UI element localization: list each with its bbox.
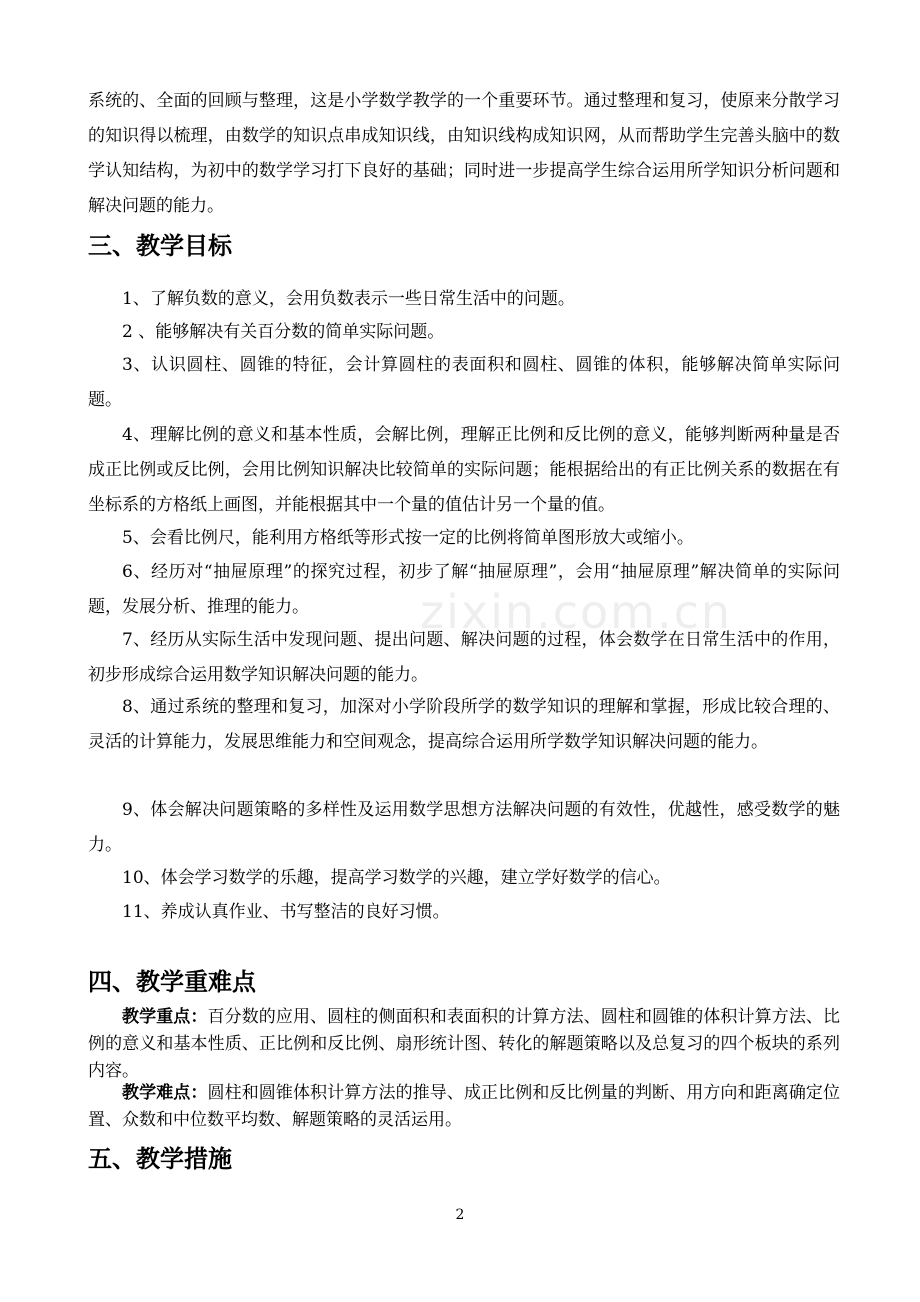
difficult-points-text: 圆柱和圆锥体积计算方法的推导、成正比例和反比例量的判断、用方向和距离确定位置、众数和中位数平均数、解题策略的灵活运用。 [88,1083,841,1130]
section-4-heading: 四、教学重难点 [88,968,256,996]
goal-item-8: 8、通过系统的整理和复习，加深对小学阶段所学的数学知识的理解和掌握，形成比较合理的、灵活的计算能力，发展思维能力和空间观念，提高综合运用所学数学知识解决问题的能力。 [88,697,840,752]
goal-item-6: 6、经历对“抽屉原理”的探究过程，初步了解“抽屉原理”，会用“抽屉原理”解决简单的实际问题，发展分析、推理的能力。 [88,562,840,617]
key-points-text: 百分数的应用、圆柱的侧面积和表面积的计算方法、圆柱和圆锥的体积计算方法、比例的意义和基本性质、正比例和反比例、扇形统计图、转化的解题策略以及总复习的四个板块的系列内容。 [88,1007,841,1081]
goal-item-7: 7、经历从实际生活中发现问题、提出问题、解决问题的过程，体会数学在日常生活中的作用，初步形成综合运用数学知识解决问题的能力。 [88,630,840,685]
goal-item-9: 9、体会解决问题策略的多样性及运用数学思想方法解决问题的有效性，优越性，感受数学的魅力。 [88,800,840,855]
difficult-points-label: 教学难点： [122,1083,208,1103]
key-points-paragraph [88,1004,840,1085]
key-points-label: 教学重点： [122,1007,208,1027]
intro-paragraph: 系统的、全面的回顾与整理，这是小学数学教学的一个重要环节。通过整理和复习，使原来分散学习的知识得以梳理，由数学的知识点串成知识线，由知识线构成知识网，从而帮助学生完善头脑中的数学认知结构，为初中的数学学习打下良好的基础；同时进一步提高学生综合运用所学知识分析问题和解决问题的能力。 [88,91,840,216]
goal-item-2: 2 、能够解决有关百分数的简单实际问题。 [122,322,445,342]
section-5-heading: 五、教学措施 [88,1145,232,1173]
section-3-heading: 三、教学目标 [88,232,232,260]
goal-item-1: 1、了解负数的意义，会用负数表示一些日常生活中的问题。 [122,289,575,309]
goal-item-4: 4、理解比例的意义和基本性质，会解比例，理解正比例和反比例的意义，能够判断两种量是否成正比例或反比例，会用比例知识解决比较简单的实际问题；能根据给出的有正比例关系的数据在有坐标系的方格纸上画图，并能根据其中一个量的值估计另一个量的值。 [88,425,840,515]
goal-item-5: 5、会看比例尺，能利用方格纸等形式按一定的比例将简单图形放大或缩小。 [122,528,694,548]
goal-item-3: 3、认识圆柱、圆锥的特征，会计算圆柱的表面积和圆柱、圆锥的体积，能够解决简单实际问题。 [88,355,840,410]
goal-item-10: 10、体会学习数学的乐趣，提高学习数学的兴趣，建立学好数学的信心。 [122,868,671,888]
goal-item-11: 11、养成认真作业、书写整洁的良好习惯。 [122,902,450,922]
difficult-points-paragraph [88,1080,840,1134]
watermark: zixin.com.cn [420,585,733,639]
page-number: 2 [455,1207,465,1223]
